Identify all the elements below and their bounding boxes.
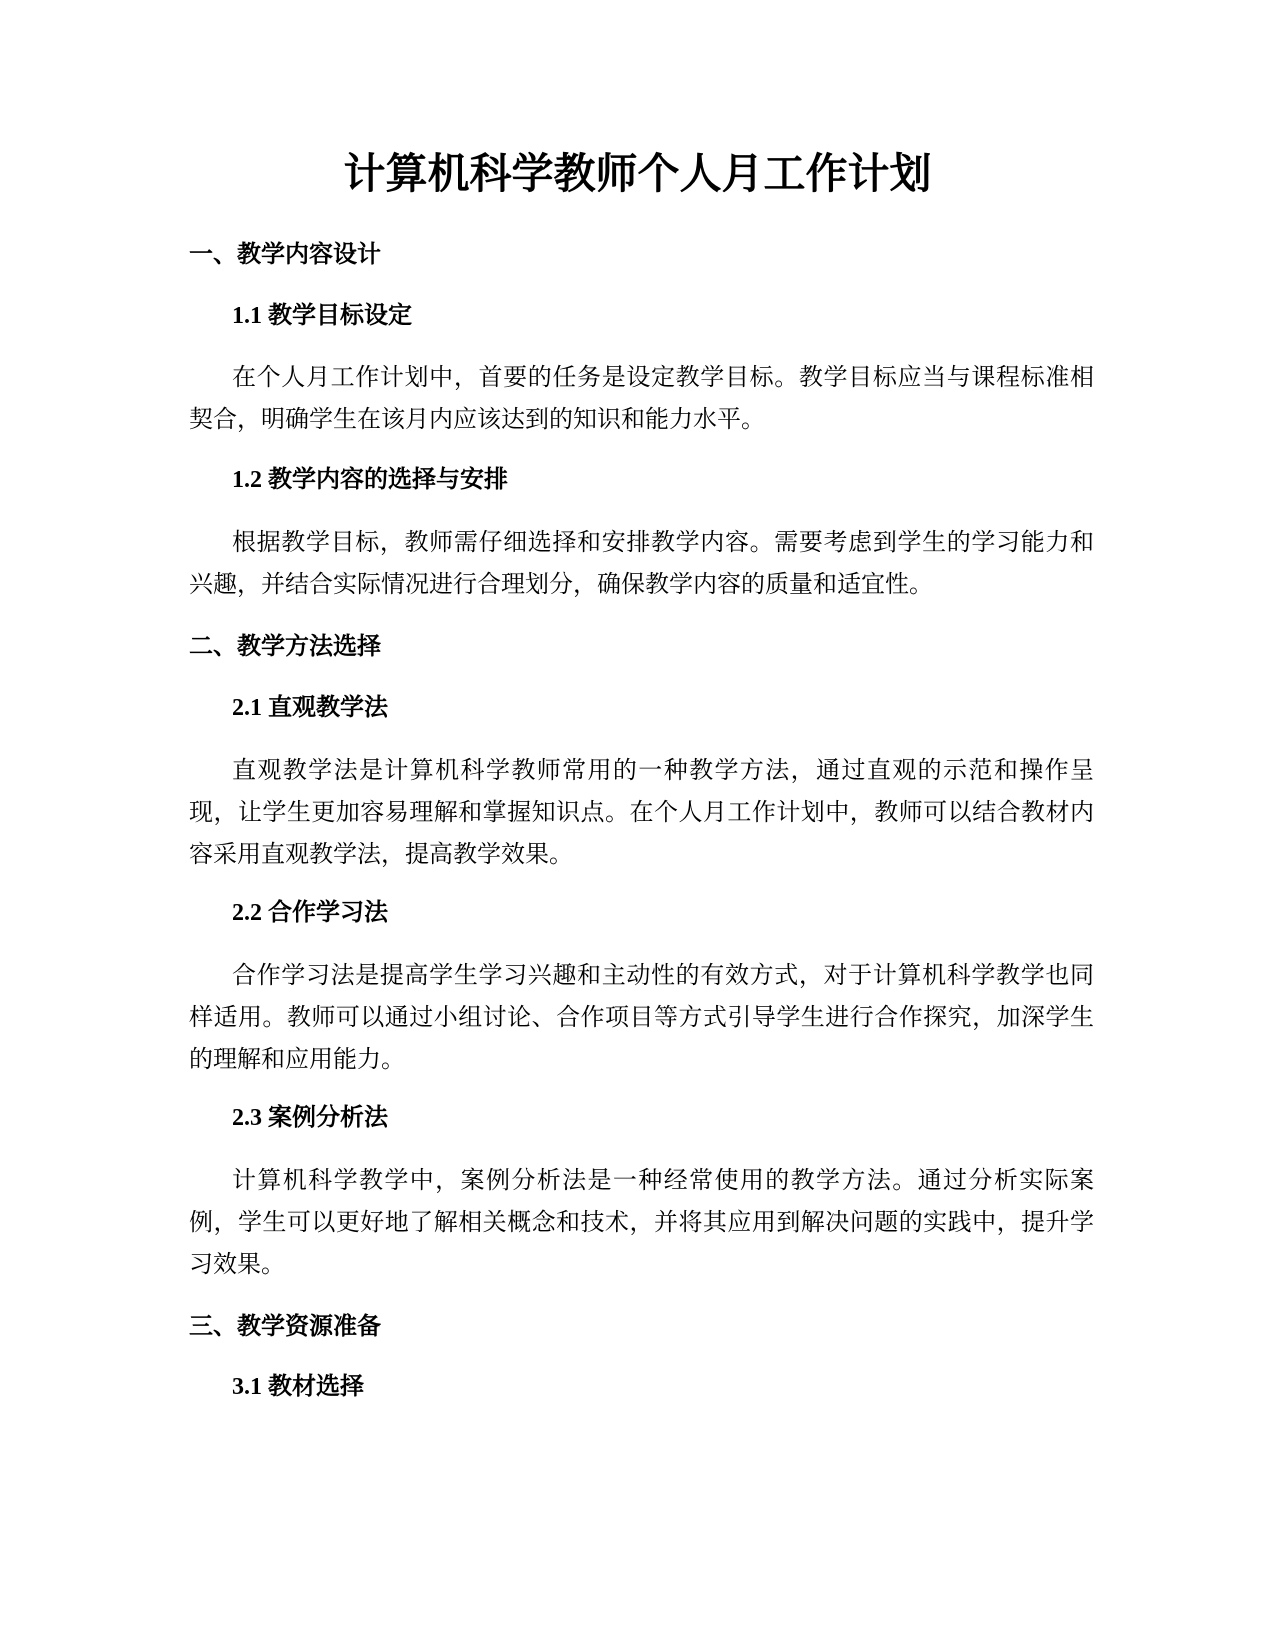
- paragraph-2-2: 合作学习法是提高学生学习兴趣和主动性的有效方式，对于计算机科学教学也同样适用。教师可以通过小组讨论、合作项目等方式引导学生进行合作探究，加深学生的理解和应用能力。: [189, 963, 1094, 1073]
- subsection-heading-1-2: 1.2 教学内容的选择与安排: [232, 467, 508, 493]
- subsection-heading-3-1: 3.1 教材选择: [232, 1374, 364, 1400]
- subsection-heading-2-3: 2.3 案例分析法: [232, 1105, 388, 1131]
- section-heading-2: 二、教学方法选择: [189, 632, 381, 660]
- subsection-heading-2-1: 2.1 直观教学法: [232, 695, 388, 721]
- subsection-heading-2-2: 2.2 合作学习法: [232, 900, 388, 926]
- document-title: 计算机科学教师个人月工作计划: [343, 149, 932, 198]
- subsection-heading-1-1: 1.1 教学目标设定: [232, 303, 412, 329]
- section-heading-3: 三、教学资源准备: [189, 1312, 381, 1340]
- paragraph-1-1: 在个人月工作计划中，首要的任务是设定教学目标。教学目标应当与课程标准相契合，明确学生在该月内应该达到的知识和能力水平。: [189, 365, 1094, 433]
- paragraph-2-3: 计算机科学教学中，案例分析法是一种经常使用的教学方法。通过分析实际案例，学生可以更好地了解相关概念和技术，并将其应用到解决问题的实践中，提升学习效果。: [189, 1168, 1094, 1278]
- paragraph-1-2: 根据教学目标，教师需仔细选择和安排教学内容。需要考虑到学生的学习能力和兴趣，并结合实际情况进行合理划分，确保教学内容的质量和适宜性。: [189, 530, 1094, 598]
- section-heading-1: 一、教学内容设计: [189, 240, 381, 268]
- paragraph-2-1: 直观教学法是计算机科学教师常用的一种教学方法，通过直观的示范和操作呈现，让学生更加容易理解和掌握知识点。在个人月工作计划中，教师可以结合教材内容采用直观教学法，提高教学效果。: [189, 758, 1094, 868]
